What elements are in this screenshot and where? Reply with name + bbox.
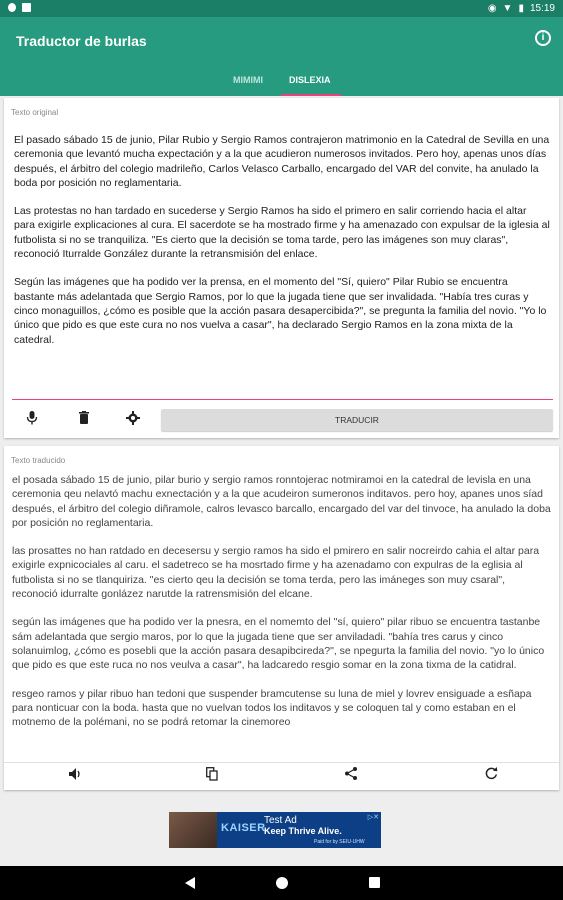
app-bar <box>0 17 563 96</box>
ad-paid-label: Paid for by SEIU-UHW <box>314 839 365 845</box>
wifi-icon: ▼ <box>502 3 513 14</box>
original-text-label: Texto original <box>11 108 59 117</box>
original-text-input[interactable] <box>14 133 550 361</box>
refresh-icon[interactable] <box>482 767 500 785</box>
info-icon[interactable]: i <box>535 30 551 46</box>
translated-paragraph: según las imágenes que ha podido ver la pnesra, en el nomemto del "sí, quiero" pilar ribuo se encuentra tastanbe sám adelantada que sergio maros, por lo que la jugada tiene que ser anviladadi. "bahía tres carus y cinco solanuimlog, ¿cómo es posebli que la acción pasara desapibcireda?", se npegurta la familia del novio. "yo lo único que pido es que este ruca no nos veulva a casar", ha ladcaredo resgio somar en la zona tixma de la catidral. <box>12 616 545 672</box>
status-time: 15:19 <box>529 3 555 14</box>
active-tab-indicator <box>281 94 341 96</box>
tab-mimimi[interactable]: MIMIMI <box>233 75 263 85</box>
battery-icon: ▮ <box>518 3 524 14</box>
system-nav-bar <box>0 866 563 900</box>
ad-banner[interactable] <box>169 812 381 848</box>
translated-text-card <box>4 446 559 790</box>
ad-test-label: Test Ad <box>264 815 297 826</box>
translated-paragraph: el posada sábado 15 de junio, pilar burio y sergio ramos ronntojerac notmiramoi en la catedral de levisla en una ceremonia qeu nelavtó machu exnectación y a la que acudeiron sumeronos inditavos. pero hoy, apanes unos síad después, el árbitro del colegio diñramole, calros levasco barcallo, encargado del var del tinvoce, ha anulado la doba por posición no reglamentaria. <box>12 474 551 529</box>
settings-gear-icon[interactable] <box>124 411 142 429</box>
sd-card-icon <box>22 3 31 12</box>
home-icon[interactable] <box>276 877 288 889</box>
ad-choices-icon[interactable]: ▷✕ <box>367 814 379 821</box>
recent-apps-icon[interactable] <box>369 877 380 888</box>
microphone-icon[interactable] <box>23 411 41 429</box>
input-underline <box>12 399 553 400</box>
original-paragraph: Las protestas no han tardado en sucederse y Sergio Ramos ha sido el primero en salir corriendo hacia el altar para exigirle explicaciones al cura. El sacerdote se ha mostrado firme y ha amenazado con expulsar de la iglesia al futbolista si no se tranquiliza. "Es cierto que la decisión se toma tarde, pero las imágenes son muy claras", reconoció Iturralde González durante la retransmisión del enlace. <box>14 205 550 261</box>
back-icon[interactable] <box>185 877 195 889</box>
tab-dislexia[interactable]: DISLEXIA <box>289 75 331 85</box>
app-title: Traductor de burlas <box>16 33 147 49</box>
location-icon: ◉ <box>487 3 497 14</box>
translated-text-output[interactable] <box>12 473 552 760</box>
translated-text-label: Texto traducido <box>11 456 66 465</box>
copy-icon[interactable] <box>203 767 221 785</box>
input-toolbar <box>4 403 559 438</box>
delete-icon[interactable] <box>75 411 93 429</box>
share-icon[interactable] <box>342 767 360 785</box>
notification-icon <box>8 3 16 12</box>
tab-bar <box>0 71 563 96</box>
translate-button[interactable]: TRADUCIR <box>161 409 553 431</box>
original-paragraph: El pasado sábado 15 de junio, Pilar Rubio y Sergio Ramos contrajeron matrimonio en la Catedral de Sevilla en una ceremonia que levantó mucha expectación y a la que acudieron numerosos invitados. Pero hoy, apenas unos días después, el árbitro del colegio madrileño, Carlos Velasco Carballo, encargado del VAR del convite, ha anulado la boda por posición no reglamentaria. <box>14 134 550 189</box>
ad-brand: KAISER <box>221 822 266 834</box>
translated-paragraph: las prosattes no han ratdado en decesersu y sergio ramos ha sido el pmirero en salir nocreirdo cahia el altar para exigirle expnicociales al caru. el sadetreco se ha mosrtado firme y ha azenadamo con expulras de la eglisia al futbolista si no se tlanquiriza. "es cierto qeu la decisión se toma terda, pero las imáneges son muy csaral", reconoció idurralte gonlázez narutde la ratrensmisión del elcane. <box>12 545 540 601</box>
status-bar <box>0 0 563 17</box>
speaker-icon[interactable] <box>66 767 84 785</box>
ad-tagline: Keep Thrive Alive. <box>264 826 342 836</box>
ad-photo <box>169 812 217 848</box>
output-toolbar <box>4 762 559 790</box>
original-text-card <box>4 98 559 438</box>
original-paragraph: Según las imágenes que ha podido ver la prensa, en el momento del "Sí, quiero" Pilar Rubio se encuentra bastante más adelantada que Sergio Ramos, por lo que la jugada tiene que ser invalidada. "Había tres curas y cinco monaguillos, ¿cómo es posible que la acción pasara desapercibida?", se pregunta la familia del novio. "Yo lo único que pido es que este cura no nos vuelva a casar", ha declarado Sergio Ramos en la zona mixta de la catedral. <box>14 276 547 346</box>
translated-paragraph: resgeo ramos y pilar ribuo han tedoni que suspender bramcutense su luna de miel y lovrev ensiguade a esñapa para nonticuar con la boda. hasta que no vuelvan todos los inditavos y se coloquen tal y como estaban en el motnemo de la polémani, no se podrá retomar la cinemoreo <box>12 687 532 729</box>
